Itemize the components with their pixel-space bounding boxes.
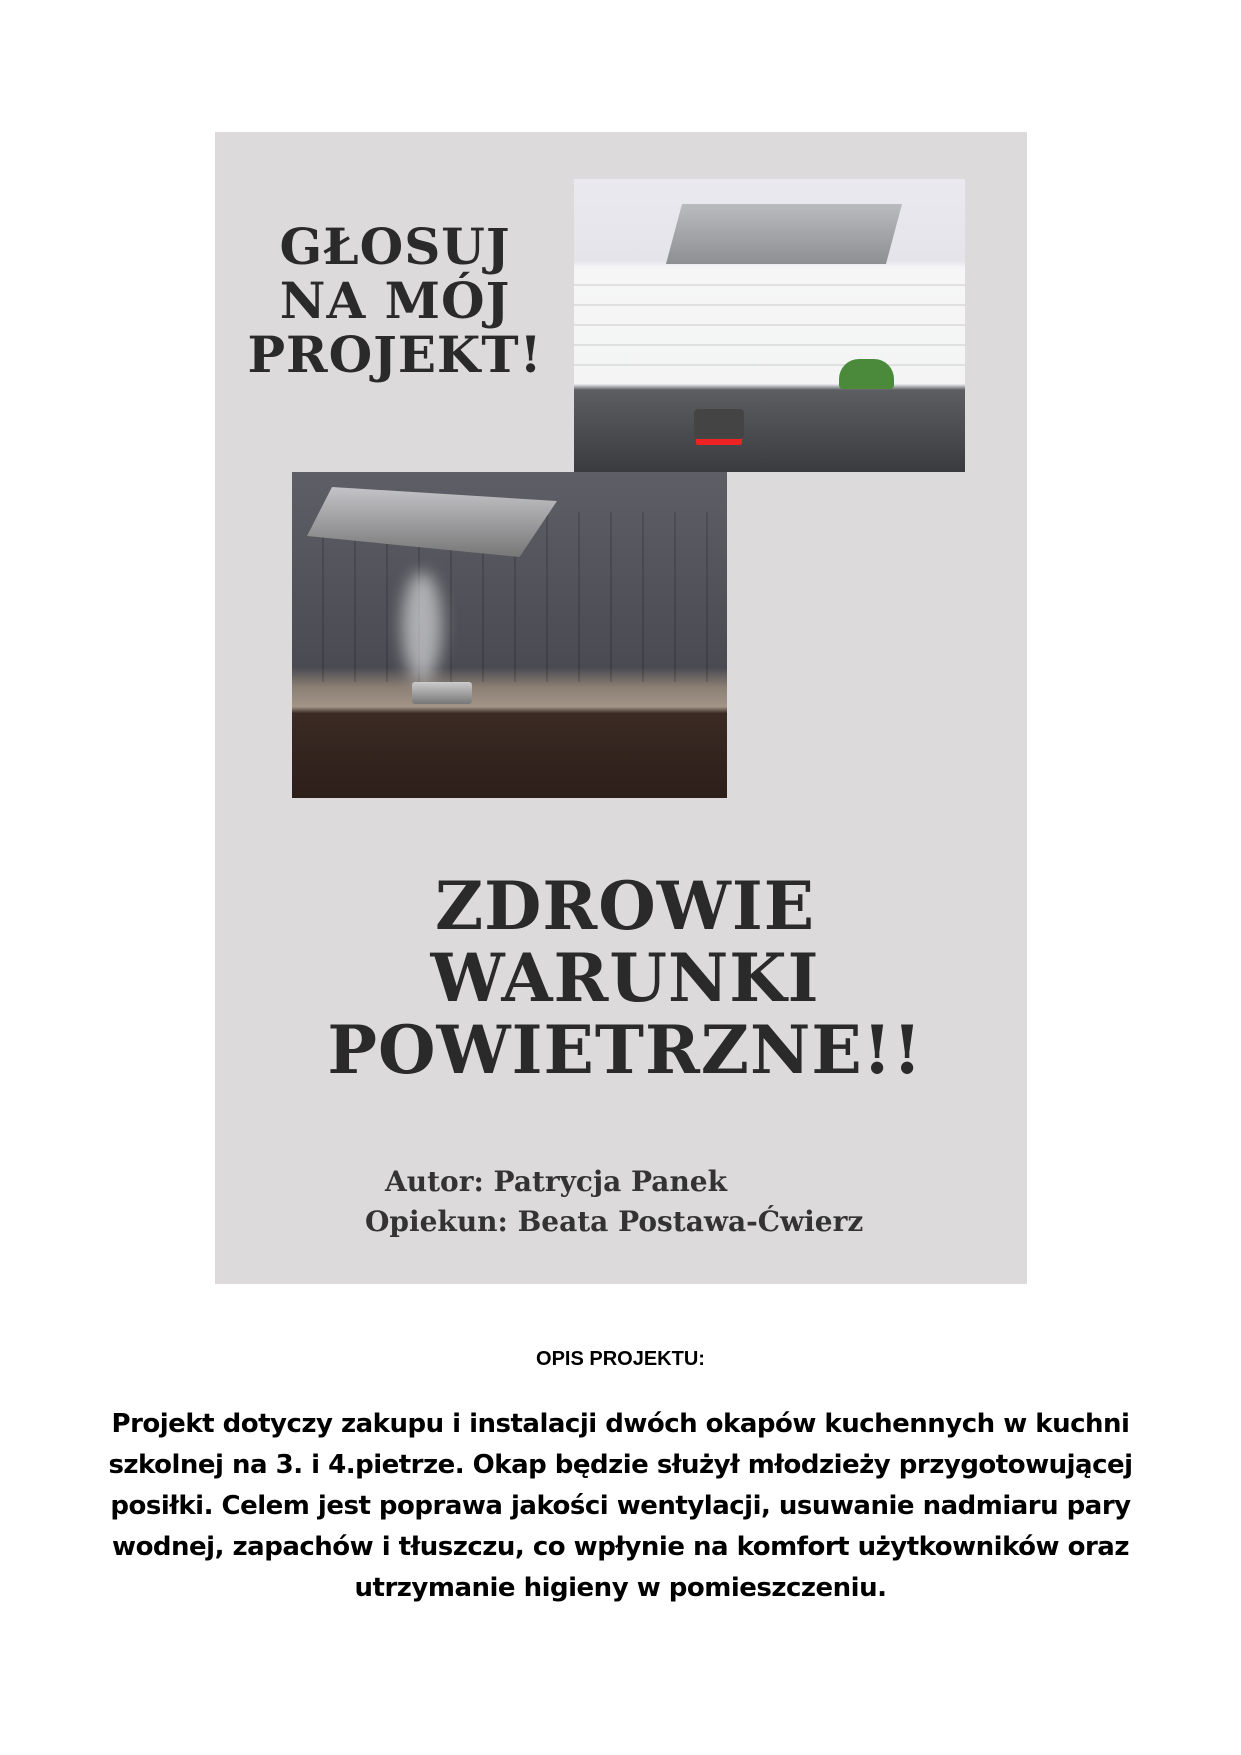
poster: [215, 132, 1027, 1284]
pan-shape: [412, 682, 472, 704]
vote-headline: [245, 217, 545, 384]
supervisor: Opiekun: Beata Postawa-Ćwierz: [365, 1205, 864, 1238]
poster-title: [315, 867, 935, 1089]
kitchen-hood-photo-dark: [292, 472, 727, 798]
title-line: WARUNKI: [430, 939, 820, 1017]
vote-line: PROJEKT!: [247, 325, 543, 384]
credits: [365, 1162, 1005, 1242]
kitchen-hood-photo-white: [574, 179, 965, 472]
description-text: Projekt dotyczy zakupu i instalacji dwóch okapów kuchennych w kuchni szkolnej na 3. i 4.pietrze. Okap będzie służył młodzieży przygotowującej posiłki. Celem jest poprawa jakości wentylacji, usuwanie nadmiaru pary wodnej, zapachów i tłuszczu, co wpłynie na komfort użytkowników oraz utrzymanie higieny w pomieszczeniu.: [108, 1409, 1133, 1603]
plant-shape: [839, 359, 894, 389]
steam-shape: [402, 572, 442, 682]
vote-line: GŁOSUJ: [279, 217, 511, 276]
title-line: ZDROWIE: [434, 867, 816, 945]
brick-wall: [574, 269, 965, 384]
title-line: POWIETRZNE!!: [327, 1011, 923, 1089]
description-heading: OPIS PROJEKTU:: [536, 1348, 705, 1370]
vote-line: NA MÓJ: [279, 271, 511, 330]
author: Autor: Patrycja Panek: [385, 1165, 728, 1198]
pot-shape: [694, 409, 744, 439]
hood-shape: [666, 204, 902, 264]
